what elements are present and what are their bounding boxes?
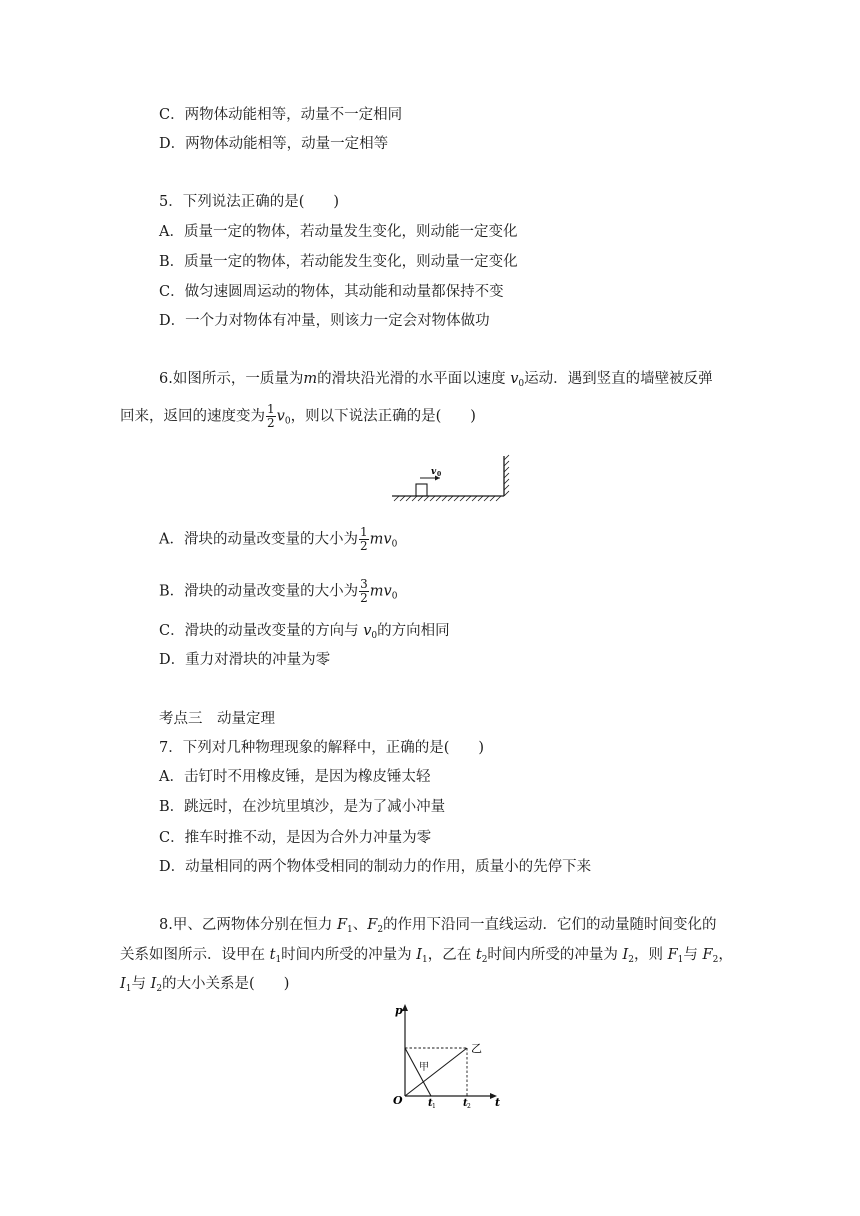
q4-option-d: D．两物体动能相等，动量一定相等 xyxy=(159,136,389,152)
section-heading: 考点三 动量定理 xyxy=(159,711,275,727)
q5-option-d: D．一个力对物体有冲量，则该力一定会对物体做功 xyxy=(159,313,490,329)
origin-label: O xyxy=(393,1094,403,1107)
t1-label: t xyxy=(428,1098,433,1108)
t-axis-label: t xyxy=(495,1096,501,1108)
q5-option-c: C．做匀速圆周运动的物体，其动能和动量都保持不变 xyxy=(159,284,504,300)
q5-option-a: A．质量一定的物体，若动量发生变化，则动能一定变化 xyxy=(159,224,518,240)
q6-option-b: B．滑块的动量改变量的大小为 $\frac{3}{2}$ $mv_0$ xyxy=(159,577,398,605)
q6-figure xyxy=(390,450,520,510)
p-axis-label: p xyxy=(395,1004,403,1017)
svg-text:2: 2 xyxy=(467,1103,471,1108)
label-yi: 乙 xyxy=(471,1042,482,1055)
q7-option-b: B．跳远时，在沙坑里填沙，是为了减小冲量 xyxy=(159,799,446,815)
fraction-one-half: $\frac{1}{2}$ xyxy=(267,402,275,430)
q6-stem-line2: 回来，返回的速度变为 $\frac{1}{2}$ $v_0$，则以下说法正确的是( ) xyxy=(120,402,476,430)
q8-stem-line3: $I_1$与 $I_2$的大小关系是( ) xyxy=(120,976,290,994)
q8-stem-line1: 8.甲、乙两物体分别在恒力 $F_1$、$F_2$的作用下沿同一直线运动．它们的动量随时间变化的 xyxy=(159,917,717,935)
t2-label: t xyxy=(463,1098,468,1108)
line-yi xyxy=(405,1048,467,1096)
q8-stem-line2: 关系如图所示．设甲在 $t_1$时间内所受的冲量为 $I_1$，乙在 $t_2$时间内所受的冲量为 $I_2$，则 $F_1$与 $F_2$， xyxy=(120,947,733,965)
q7-option-c: C．推车时推不动，是因为合外力冲量为零 xyxy=(159,830,432,846)
q7-option-d: D．动量相同的两个物体受相同的制动力的作用，质量小的先停下来 xyxy=(159,859,592,875)
q6-option-d: D．重力对滑块的冲量为零 xyxy=(159,652,331,668)
q6-option-c: C．滑块的动量改变量的方向与 $v_0$的方向相同 xyxy=(159,623,450,641)
q8-pt-graph xyxy=(385,1000,510,1108)
q5-option-b: B．质量一定的物体，若动能发生变化，则动量一定变化 xyxy=(159,254,518,270)
q4-option-c: C．两物体动能相等，动量不一定相同 xyxy=(159,107,403,123)
q6-stem-line1: 6.如图所示，一质量为m的滑块沿光滑的水平面以速度 $v_0$运动．遇到竖直的墙壁被反弹 xyxy=(159,371,713,389)
svg-text:1: 1 xyxy=(432,1103,436,1108)
label-jia: 甲 xyxy=(419,1062,429,1073)
q5-stem: 5．下列说法正确的是( ) xyxy=(159,194,340,210)
q7-stem: 7．下列对几种物理现象的解释中，正确的是( ) xyxy=(159,740,485,756)
q7-option-a: A．击钉时不用橡皮锤，是因为橡皮锤太轻 xyxy=(159,769,431,785)
velocity-label: v xyxy=(431,467,437,477)
sliding-block xyxy=(416,484,427,496)
svg-text:0: 0 xyxy=(437,471,442,478)
q6-option-a: A．滑块的动量改变量的大小为 $\frac{1}{2}$ $mv_0$ xyxy=(159,525,398,553)
